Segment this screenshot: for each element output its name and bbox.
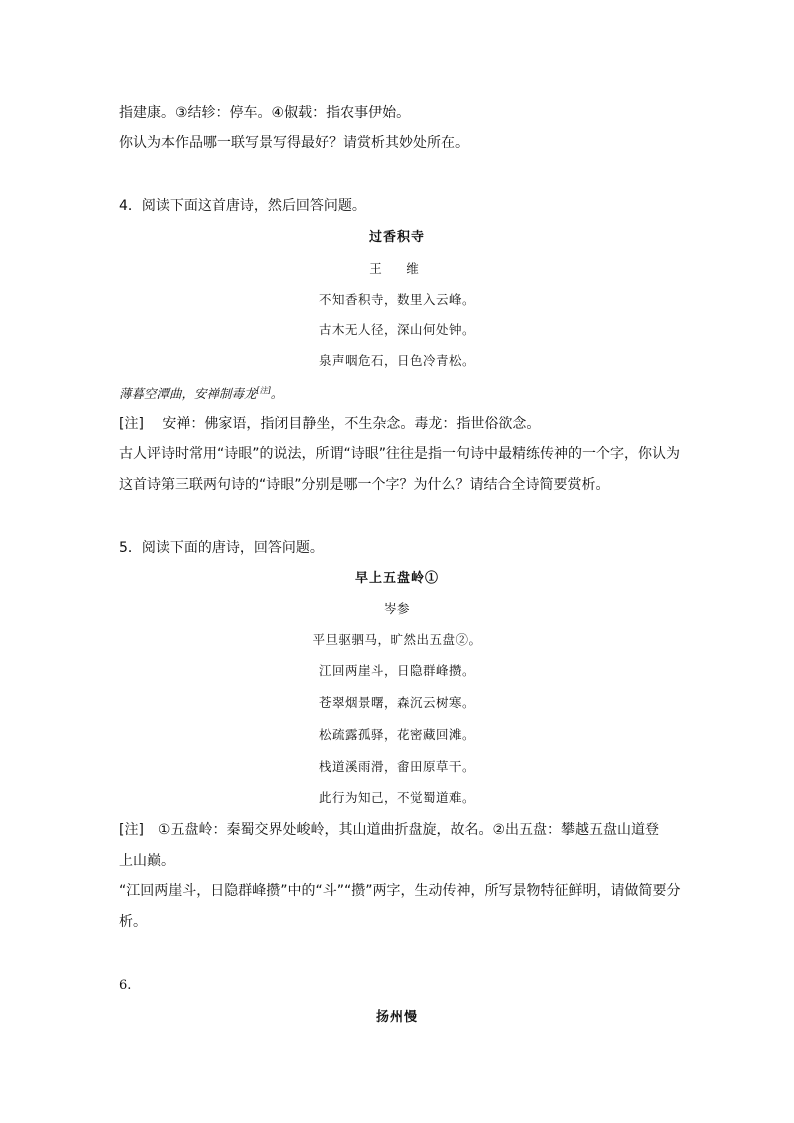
- q5-poem-line-1: 平旦驱驷马，旷然出五盘②。: [312, 632, 482, 647]
- q5-poem-line-5: 栈道溪雨滑，畬田原草干。: [318, 759, 475, 774]
- previous-question-line: 你认为本作品哪一联写景写得最好？请赏析其妙处所在。: [119, 135, 469, 151]
- q4-poem-line-1: 不知香积寺，数里入云峰。: [318, 292, 475, 307]
- q6-number: 6.: [119, 978, 132, 993]
- previous-note-line: 指建康。③结轸：停车。④俶载：指农事伊始。: [119, 105, 411, 121]
- q4-poem-line-4-text: 薄暮空潭曲，安禅制毒龙: [119, 386, 257, 402]
- q4-question-line-1: 古人评诗时常用“诗眼”的说法，所谓“诗眼”往往是指一句诗中最精练传神的一个字，你认为: [119, 446, 681, 462]
- q5-poem-line-2: 江回两崖斗，日隐群峰攒。: [318, 663, 475, 678]
- q5-poem-line-4: 松疏露孤驿，花密藏回滩。: [318, 727, 475, 742]
- q4-stem: 4．阅读下面这首唐诗，然后回答问题。: [119, 198, 366, 214]
- q5-question-line-2: 析。: [119, 914, 147, 930]
- q4-poem-line-3: 泉声咽危石，日色冷青松。: [318, 353, 475, 368]
- q5-question-line-1: “江回两崖斗，日隐群峰攒”中的“斗”“攒”两字，生动传神，所写景物特征鲜明，请做简要分: [119, 883, 681, 899]
- q4-poem-line-4-end: 。: [270, 386, 284, 402]
- q4-note-marker: [注]: [256, 386, 271, 395]
- q5-poem-line-3: 苍翠烟景曙，森沉云树寒。: [318, 695, 475, 710]
- q4-poem-author: 王 维: [369, 261, 425, 276]
- q5-note-line-2: 上山巅。: [119, 853, 175, 869]
- q4-poem-line-4: [119, 381, 283, 404]
- q6-poem-title: 扬州慢: [375, 1010, 418, 1025]
- q5-poem-line-6: 此行为知己，不觉蜀道难。: [318, 790, 475, 805]
- q4-poem-line-2: 古木无人径，深山何处钟。: [318, 322, 475, 337]
- q4-poem-title: 过香积寺: [368, 230, 425, 245]
- q5-note-line-1: [注] ①五盘岭：秦蜀交界处峻岭，其山道曲折盘旋，故名。②出五盘：攀越五盘山道登: [119, 822, 660, 838]
- q4-note: [注] 安禅：佛家语，指闭目静坐，不生杂念。毒龙：指世俗欲念。: [119, 416, 541, 432]
- q5-poem-author: 岑参: [383, 601, 410, 616]
- q5-stem: 5．阅读下面的唐诗，回答问题。: [119, 540, 324, 556]
- q4-question-line-2: 这首诗第三联两句诗的“诗眼”分别是哪一个字？为什么？请结合全诗简要赏析。: [119, 477, 610, 493]
- q5-poem-title: 早上五盘岭①: [354, 571, 439, 586]
